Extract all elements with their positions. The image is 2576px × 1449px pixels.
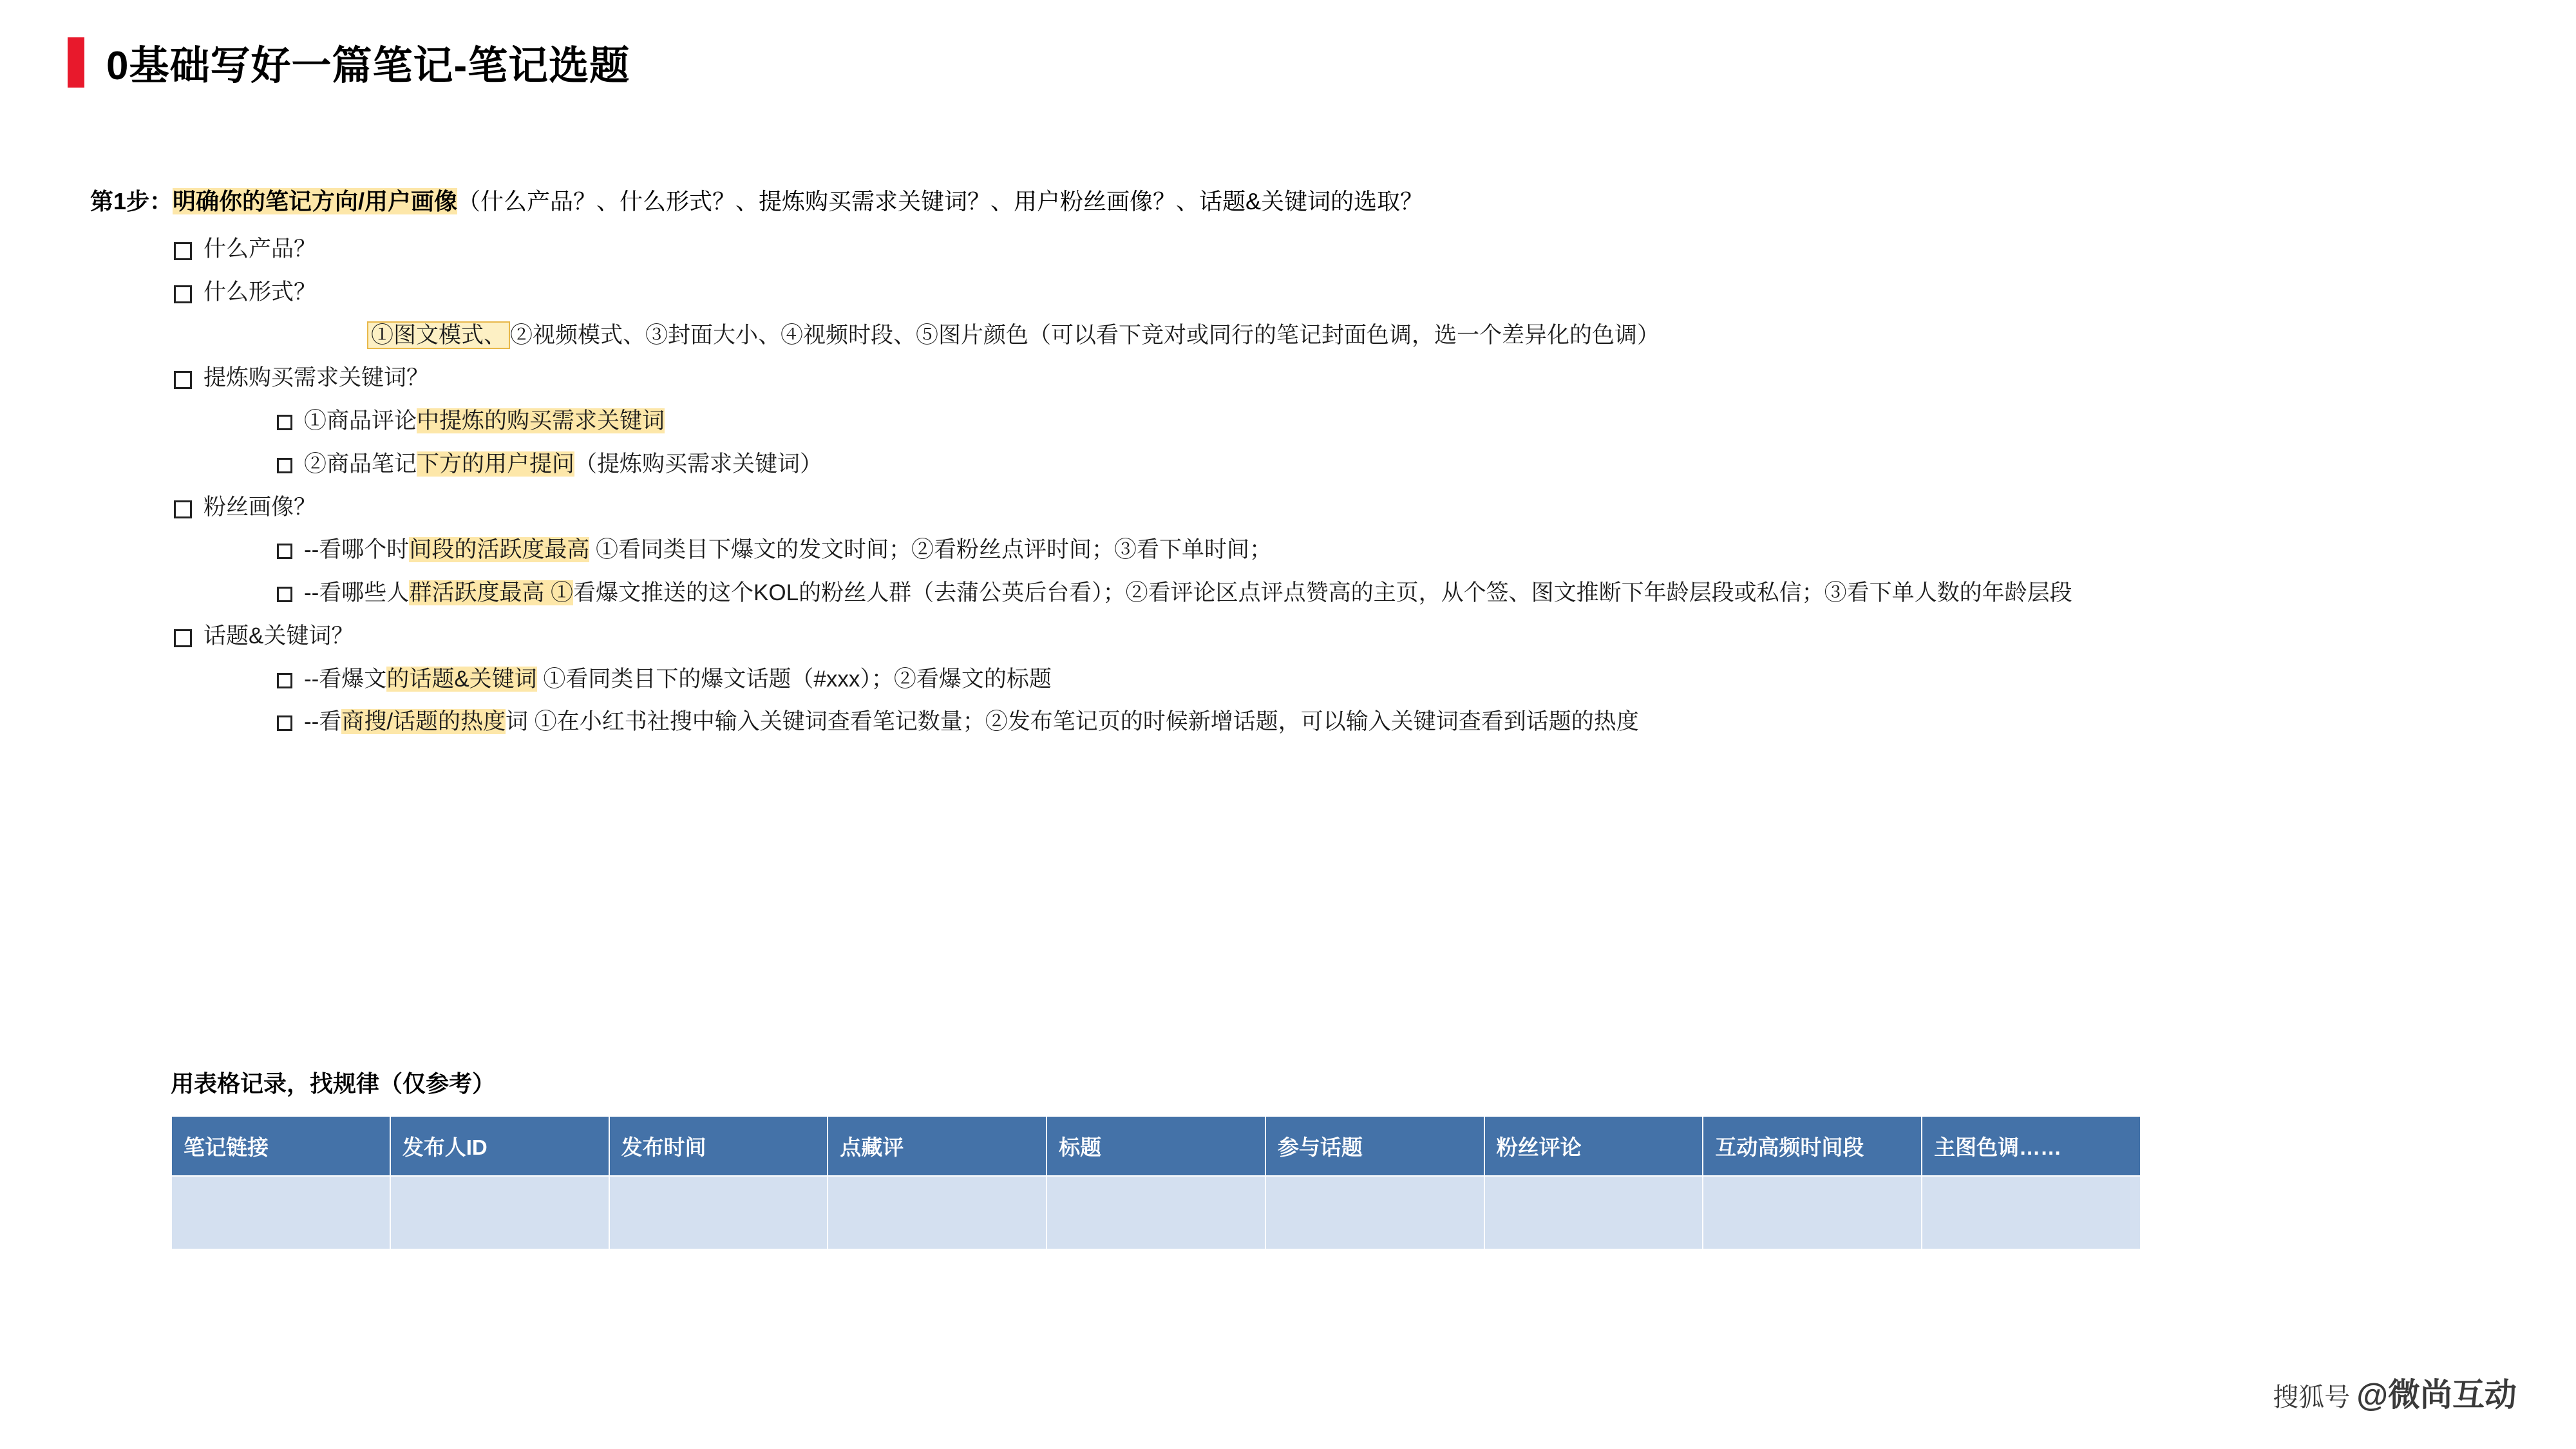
kw2-suffix: （提炼购买需求关键词） xyxy=(574,451,823,477)
kw2-highlight: 下方的用户提问 xyxy=(417,451,575,477)
table-cell xyxy=(171,1176,390,1249)
kw2-prefix: ②商品笔记 xyxy=(304,451,417,477)
table-cell xyxy=(828,1176,1046,1249)
list-item xyxy=(174,362,2512,395)
list-item xyxy=(277,706,2512,739)
list-item-label xyxy=(304,405,2512,438)
list-item-label: 什么形式？ xyxy=(204,279,317,305)
list-item xyxy=(174,233,2512,266)
record-table xyxy=(171,1115,2141,1250)
table-cell xyxy=(1922,1176,2141,1249)
list-item-label xyxy=(304,706,2512,739)
list-item-label: 什么产品？ xyxy=(204,236,317,261)
list-item xyxy=(174,276,2512,309)
list-item-label: 提炼购买需求关键词？ xyxy=(204,365,430,391)
kw1-highlight: 中提炼的购买需求关键词 xyxy=(417,408,665,433)
checkbox-icon xyxy=(277,544,292,559)
list-item xyxy=(367,319,2512,352)
table-cell xyxy=(1484,1176,1703,1249)
step-highlight: 明确你的笔记方向/用户画像 xyxy=(173,188,458,214)
step-1-heading xyxy=(90,184,2512,216)
list-item-label xyxy=(304,577,2512,610)
table-cell xyxy=(609,1176,828,1249)
fans1-prefix: --看哪个时 xyxy=(304,537,410,563)
list-item-label xyxy=(304,534,2512,567)
fans2-highlight: 群活跃度最高 ① xyxy=(409,580,574,605)
fans2-prefix: --看哪些人 xyxy=(304,580,410,605)
form-detail-rest: ②视频模式、③封面大小、④视频时段、⑤图片颜色（可以看下竞对或同行的笔记封面色调，选一个差异化的色调） xyxy=(510,322,1660,348)
table-header-cell: 粉丝评论 xyxy=(1484,1116,1703,1176)
table-caption: 用表格记录，找规律（仅参考） xyxy=(171,1070,496,1097)
list-item xyxy=(277,405,2512,438)
page-title-text: 0基础写好一篇笔记-笔记选题 xyxy=(106,44,630,88)
watermark xyxy=(2273,1369,2517,1416)
table-cell xyxy=(1265,1176,1484,1249)
document-body xyxy=(90,184,2512,749)
checkbox-icon xyxy=(277,458,292,473)
list-item-label xyxy=(304,663,2512,696)
topic1-highlight: 的话题&关键词 xyxy=(386,666,537,692)
list-item xyxy=(174,491,2512,524)
watermark-account: @微尚互动 xyxy=(2356,1377,2517,1413)
table-header-cell: 主图色调…… xyxy=(1922,1116,2141,1176)
checkbox-icon xyxy=(277,715,292,731)
topic2-prefix: --看 xyxy=(304,709,342,735)
table-cell xyxy=(1703,1176,1922,1249)
table-cell xyxy=(1046,1176,1265,1249)
table-header-cell: 发布时间 xyxy=(609,1116,828,1176)
checkbox-icon xyxy=(277,673,292,688)
kw1-prefix: ①商品评论 xyxy=(304,408,417,433)
watermark-platform: 搜狐号 xyxy=(2273,1383,2351,1412)
checkbox-icon xyxy=(174,629,192,647)
list-item xyxy=(174,620,2512,653)
table-header-cell: 点藏评 xyxy=(828,1116,1046,1176)
list-item-label: 话题&关键词？ xyxy=(204,623,354,649)
table-header-cell: 笔记链接 xyxy=(171,1116,390,1176)
form-detail-highlight: ①图文模式、 xyxy=(367,321,510,349)
fans1-highlight: 间段的活跃度最高 xyxy=(409,537,590,563)
fans1-suffix: ①看同类目下爆文的发文时间；②看粉丝点评时间；③看下单时间； xyxy=(589,537,1273,563)
step-prefix: 第1步： xyxy=(90,188,173,214)
fans2-suffix: 看爆文推送的这个KOL的粉丝人群（去蒲公英后台看）；②看评论区点评点赞高的主页，从个签、图文推断下年龄层段或私信；③看下单人数的年龄层段 xyxy=(573,580,2072,605)
table-header-cell: 发布人ID xyxy=(390,1116,609,1176)
step-rest: （什么产品？、什么形式？、提炼购买需求关键词？、用户粉丝画像？、话题&关键词的选取？ xyxy=(457,188,1424,214)
title-accent-bar xyxy=(68,37,84,88)
checkbox-icon xyxy=(277,587,292,602)
table-header-row xyxy=(171,1116,2141,1176)
table-cell xyxy=(390,1176,609,1249)
table-header-cell: 参与话题 xyxy=(1265,1116,1484,1176)
list-item xyxy=(277,534,2512,567)
table-row xyxy=(171,1176,2141,1249)
topic2-suffix: 词 ①在小红书社搜中输入关键词查看笔记数量；②发布笔记页的时候新增话题，可以输入关键词查看到话题的热度 xyxy=(506,709,1639,735)
topic1-suffix: ①看同类目下的爆文话题（#xxx）；②看爆文的标题 xyxy=(536,666,1052,692)
list-item-label xyxy=(304,448,2512,481)
table-header-cell: 标题 xyxy=(1046,1116,1265,1176)
checkbox-icon xyxy=(277,415,292,430)
list-item xyxy=(277,448,2512,481)
list-item-label xyxy=(367,319,2512,352)
list-item-label: 粉丝画像？ xyxy=(204,494,317,520)
list-item xyxy=(277,663,2512,696)
topic2-highlight: 商搜/话题的热度 xyxy=(341,709,506,735)
record-table-section xyxy=(171,1066,2167,1250)
page-title xyxy=(68,33,630,91)
checkbox-icon xyxy=(174,242,192,260)
table-header-cell: 互动高频时间段 xyxy=(1703,1116,1922,1176)
checkbox-icon xyxy=(174,371,192,389)
list-item xyxy=(277,577,2512,610)
checkbox-icon xyxy=(174,500,192,518)
checkbox-icon xyxy=(174,285,192,303)
topic1-prefix: --看爆文 xyxy=(304,666,387,692)
